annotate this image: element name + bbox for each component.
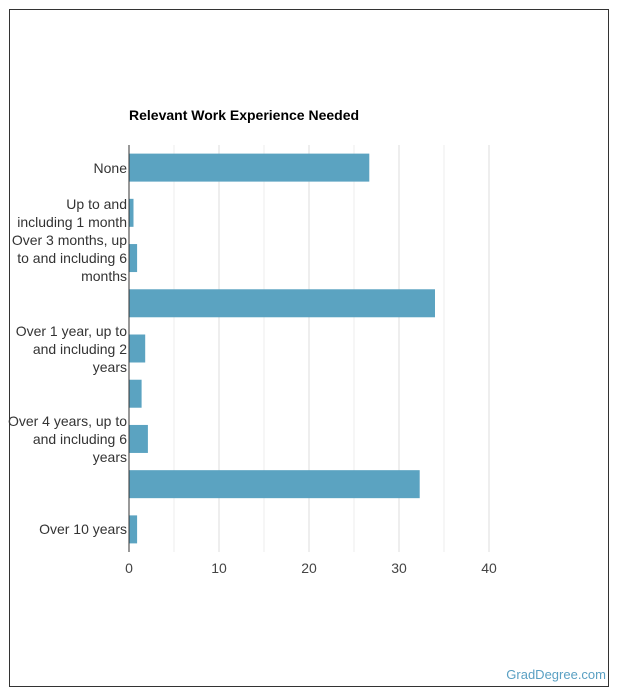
bar[interactable] xyxy=(129,515,137,543)
bar[interactable] xyxy=(129,470,420,498)
x-tick-label: 30 xyxy=(391,560,407,576)
category-label xyxy=(3,195,127,231)
bar[interactable] xyxy=(129,335,145,363)
bar[interactable] xyxy=(129,380,142,408)
watermark[interactable]: GradDegree.com xyxy=(506,667,606,682)
bar[interactable] xyxy=(129,154,369,182)
category-label xyxy=(3,231,127,285)
category-label-line: and including 6 xyxy=(32,430,127,447)
category-label-line: Up to and xyxy=(66,195,127,212)
chart-title: Relevant Work Experience Needed xyxy=(129,107,360,123)
category-label-line: Over 1 year, up to xyxy=(15,322,127,339)
x-tick-label: 40 xyxy=(481,560,497,576)
category-label xyxy=(3,412,127,466)
x-tick-label: 20 xyxy=(301,560,317,576)
category-label xyxy=(3,159,127,177)
category-label-line: years xyxy=(92,358,127,375)
bar[interactable] xyxy=(129,425,148,453)
category-label-line: Over 10 years xyxy=(39,521,127,538)
category-label-line: including 1 month xyxy=(17,213,127,230)
category-label-line: None xyxy=(93,159,127,176)
category-label-line: months xyxy=(81,268,127,285)
bar[interactable] xyxy=(129,244,137,272)
category-label xyxy=(3,520,127,538)
category-label-line: Over 4 years, up to xyxy=(7,412,127,429)
category-label-line: years xyxy=(92,448,127,465)
x-tick-label: 0 xyxy=(125,560,133,576)
bar[interactable] xyxy=(129,199,134,227)
category-label xyxy=(3,322,127,376)
category-label-line: Over 3 months, up xyxy=(11,232,127,249)
bar[interactable] xyxy=(129,289,435,317)
category-label-line: to and including 6 xyxy=(17,250,127,267)
x-tick-label: 10 xyxy=(211,560,227,576)
category-label-line: and including 2 xyxy=(32,340,127,357)
